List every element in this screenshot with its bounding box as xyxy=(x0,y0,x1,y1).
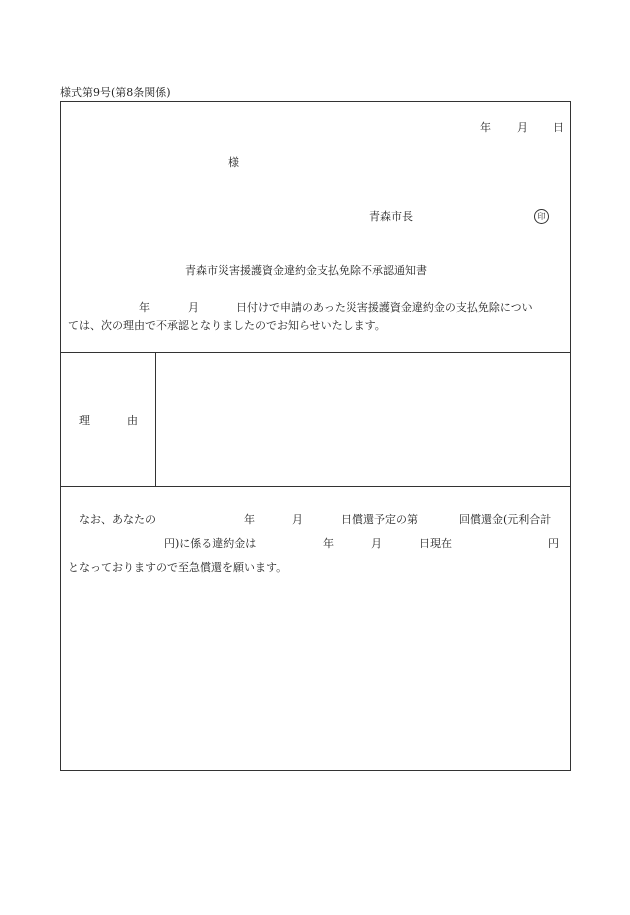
notice-line3: となっておりますので至急償還を願います。 xyxy=(68,561,288,574)
document-title: 青森市災害援護資金違約金支払免除不承認通知書 xyxy=(185,264,427,277)
seal-icon: 印 xyxy=(534,209,549,224)
form-number: 様式第9号(第8条関係) xyxy=(60,86,171,99)
notice-line1-mid: 日償還予定の第 xyxy=(341,513,418,526)
notice-line1-prefix: なお、あなたの xyxy=(79,513,156,526)
body-line2-text: ては、次の理由で不承認となりましたのでお知らせいたします。 xyxy=(68,319,386,332)
addressee-suffix: 様 xyxy=(228,156,239,169)
body-month-label: 月 xyxy=(188,301,199,314)
section-divider-top xyxy=(60,352,571,353)
notice-line2-yen: 円 xyxy=(548,537,559,550)
reason-label-divider xyxy=(155,353,156,487)
notice-line2-year: 年 xyxy=(323,537,334,550)
reason-label-char2: 由 xyxy=(127,414,138,427)
body-line1-text: 日付けで申請のあった災害援護資金違約金の支払免除につい xyxy=(236,301,533,314)
section-divider-bottom xyxy=(60,486,571,487)
date-month-label: 月 xyxy=(517,121,528,134)
form-frame xyxy=(60,101,571,771)
notice-line1-suffix: 回償還金(元利合計 xyxy=(459,513,552,526)
date-day-label: 日 xyxy=(553,121,564,134)
notice-line2-yen-total: 円)に係る違約金は xyxy=(164,537,257,550)
notice-line2-as-of: 日現在 xyxy=(419,537,452,550)
body-year-label: 年 xyxy=(139,301,150,314)
notice-line1-month: 月 xyxy=(292,513,303,526)
reason-label-char1: 理 xyxy=(79,414,90,427)
date-year-label: 年 xyxy=(480,121,491,134)
notice-line2-month: 月 xyxy=(371,537,382,550)
sender-name: 青森市長 xyxy=(369,210,413,223)
notice-line1-year: 年 xyxy=(244,513,255,526)
